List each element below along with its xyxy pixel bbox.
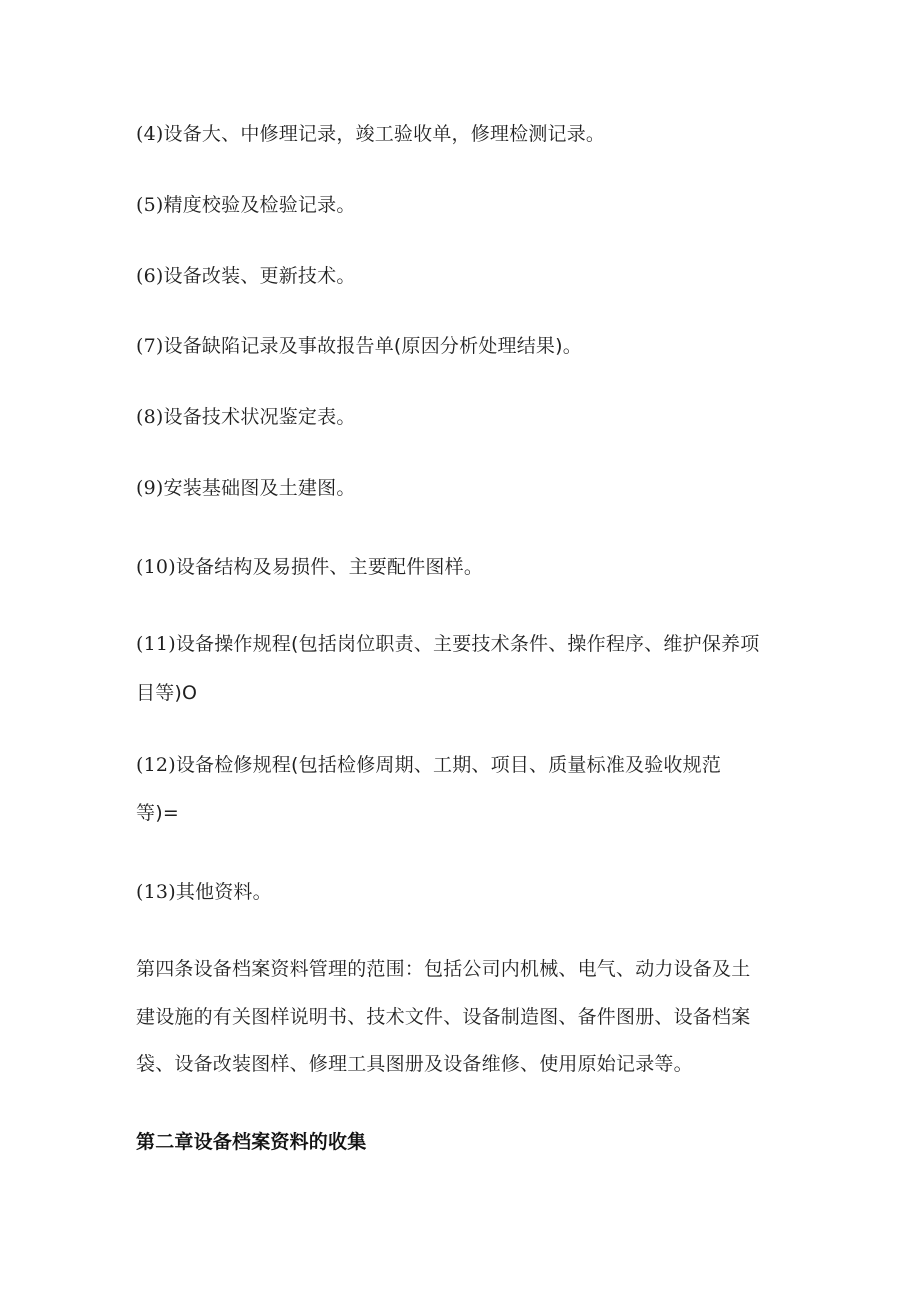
list-item-4 [136,120,605,148]
list-item-13 [136,878,272,906]
item-number: (5) [136,194,164,216]
item-text: 安装基础图及土建图。 [163,477,356,499]
item-text: 设备改装、更新技术。 [163,265,356,287]
article-4-line-3: 袋、设备改装图样、修理工具图册及设备维修、使用原始记录等。 [136,1053,693,1075]
item-text: 其他资料。 [175,881,272,903]
list-item-8 [136,403,356,431]
item-number: (6) [136,265,164,287]
item-number: (9) [136,477,164,499]
chapter-2-heading: 第二章设备档案资料的收集 [136,1131,367,1153]
item-number: (12) [136,754,176,776]
item-number: (7) [136,335,164,357]
list-item-9 [136,474,356,502]
item-number: (8) [136,406,164,428]
list-item-6 [136,262,356,290]
item-text: 设备结构及易损件、主要配件图样。 [175,556,484,578]
article-4-line-1: 第四条设备档案资料管理的范围：包括公司内机械、电气、动力设备及土 [136,958,751,980]
item-number: (11) [136,633,176,655]
article-4-line-2: 建设施的有关图样说明书、技术文件、设备制造图、备件图册、设备档案 [136,1006,751,1028]
item-number: (13) [136,881,176,903]
list-item-10 [136,553,483,581]
item-text: 设备大、中修理记录，竣工验收单，修理检测记录。 [163,123,606,145]
list-item-12 [136,751,721,779]
list-item-11 [136,630,759,658]
item-text: 精度校验及检验记录。 [163,194,356,216]
item-text: 设备技术状况鉴定表。 [163,406,356,428]
item-number: (4) [136,123,164,145]
item-number: (10) [136,556,176,578]
item-text-continuation: 目等)O [136,682,198,704]
item-text: 设备检修规程(包括检修周期、工期、项目、质量标准及验收规范 [175,754,722,776]
item-text: 设备操作规程(包括岗位职责、主要技术条件、操作程序、维护保养项 [175,633,760,655]
item-text: 设备缺陷记录及事故报告单(原因分析处理结果)。 [163,335,582,357]
item-text-continuation: 等)= [136,802,179,824]
list-item-12-continuation [136,799,179,827]
list-item-5 [136,191,356,219]
list-item-7 [136,332,582,360]
list-item-11-continuation [136,679,197,707]
